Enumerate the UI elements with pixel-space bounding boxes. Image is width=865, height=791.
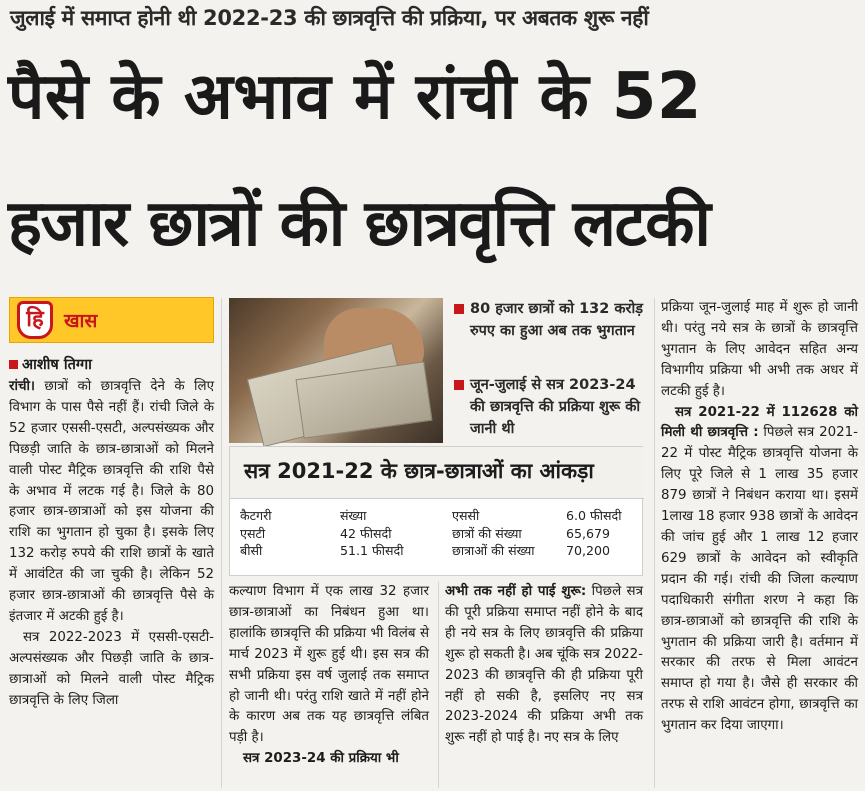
data-row-label: एसटी xyxy=(240,525,266,541)
author-name: आशीष तिग्गा xyxy=(22,357,92,373)
bullet-square-icon xyxy=(9,360,18,369)
data-row-value: 6.0 फीसदी xyxy=(566,508,622,523)
article-column-2 xyxy=(229,582,429,770)
column-4-paragraph-1: प्रक्रिया जून-जुलाई माह में शुरू हो जानी थी। परंतु नये सत्र के छात्रों के छात्रवृत्ति भुगतान के लिए आवेदन सहित अन्य विभागीय प्रक्रिया भी अभी तक अधर में लटकी हुई है। xyxy=(661,300,858,399)
article-column-1 xyxy=(9,377,214,712)
column-divider xyxy=(654,298,655,788)
highlight-1: 80 हजार छात्रों को 132 करोड़ रुपए का हुआ अब तक भुगतान xyxy=(470,298,645,342)
article-column-4 xyxy=(661,298,858,737)
section-label: खास xyxy=(64,310,98,332)
column-2-paragraph-1: कल्याण विभाग में एक लाख 32 हजार छात्र-छात्राओं का निबंधन हुआ था। हालांकि छात्रवृत्ति की प्रक्रिया भी विलंब से मार्च 2023 में शुरू हुई थी। इस सत्र की सभी प्रक्रिया इस वर्ष जुलाई तक समाप्त हो जानी थी। परंतु राशि खाते में नहीं होने के कारण अब तक यह छात्रवृत्ति लंबित पड़ी है। xyxy=(229,584,429,746)
data-box xyxy=(229,446,643,576)
data-box-title: सत्र 2021-22 के छात्र-छात्राओं का आंकड़ा xyxy=(230,447,644,499)
data-row-label: एससी xyxy=(452,508,480,523)
hindustan-logo-icon: हि xyxy=(17,301,53,339)
data-row-label: छात्राओं की संख्या xyxy=(452,543,535,558)
data-row-value: 51.1 फीसदी xyxy=(340,543,404,558)
data-header-category: कैटगरी xyxy=(240,508,272,523)
column-divider xyxy=(221,298,222,788)
headline-line-1: पैसे के अभाव में रांची के 52 xyxy=(8,60,702,134)
headline-line-2: हजार छात्रों की छात्रवृत्ति लटकी xyxy=(8,187,710,261)
section-tag xyxy=(9,297,214,343)
byline xyxy=(9,354,92,374)
data-table-right-values xyxy=(566,507,621,560)
data-table-left-labels xyxy=(240,507,272,560)
data-row-value: 70,200 xyxy=(566,543,611,558)
kicker-line: जुलाई में समाप्त होनी थी 2022-23 की छात्रवृत्ति की प्रक्रिया, पर अबतक शुरू नहीं xyxy=(10,6,649,30)
column-4-paragraph-2: पिछले सत्र 2021-22 में पोस्ट मैट्रिक छात्रवृत्ति योजना के लिए पूरे जिले से 1 लाख 35 हजार 879 छात्रों ने निबंधन कराया था। इसमें 1लाख 18 हजार 938 छात्रों के आवेदन की जांच हुई और 1 लाख 12 हजार 629 छात्रों के आवेदन को स्वीकृति प्रदान की गई। रांची की जिला कल्याण पदाधिकारी संगीता शरण ने कहा कि छात्र-छात्राओं को छात्रवृत्ति की राशि के भुगतान की प्रक्रिया जारी है। वर्तमान में सरकार की तरफ से मिला आवंटन समाप्त हो गया है। जैसे ही सरकार की तरफ से राशि आवंटन होगा, छात्रवृत्ति का भुगतान कर दिया जाएगा। xyxy=(661,425,858,734)
subhead-not-started: अभी तक नहीं हो पाई शुरू: xyxy=(445,584,587,599)
data-header-count: संख्या xyxy=(340,508,367,523)
column-3-paragraph-1: पिछले सत्र की पूरी प्रक्रिया समाप्त नहीं होने के बाद ही नये सत्र के लिए छात्रवृत्ति की प्रक्रिया शुरू हो सकती है। अब चूंकि सत्र 2022-2023 की छात्रवृत्ति की ही प्रक्रिया पूरी नहीं हो सकी है, इसलिए नए सत्र 2023-2024 की प्रक्रिया अभी तक शुरू नहीं हो पाई है। नए सत्र के लिए xyxy=(445,584,643,746)
data-table-right-labels xyxy=(452,507,535,560)
subhead-session-2021-22: सत्र 2021-22 में 112628 को मिली थी छात्रवृत्ति : xyxy=(661,404,858,441)
dateline: रांची। xyxy=(9,379,35,394)
data-row-label: छात्रों की संख्या xyxy=(452,525,522,541)
column-1-paragraph-1: छात्रों को छात्रवृत्ति देने के लिए विभाग के पास पैसे नहीं हैं। रांची जिले के 52 हजार एससी-एसटी, अल्पसंख्यक और पिछड़ी जाति के छात्र-छात्राओं को मिलने वाली पोस्ट मैट्रिक छात्रवृत्ति की राशि पैसे के अभाव में लटक गई है। जिले के 80 हजार छात्र-छात्राओं को इस योजना की राशि का भुगतान हो चुका है। इसके लिए 132 करोड़ रुपये की राशि छात्रों के खाते में आवंटित की जा चुकी है। लेकिन 52 हजार छात्र-छात्राओं की छात्रवृत्ति पैसे के इंतजार में अटकी हुई है। xyxy=(9,379,214,624)
highlight-2: जून-जुलाई से सत्र 2023-24 की छात्रवृत्ति की प्रक्रिया शुरू की जानी थी xyxy=(470,374,645,440)
data-row-label: बीसी xyxy=(240,543,263,558)
column-1-paragraph-2: सत्र 2022-2023 में एससी-एसटी-अल्पसंख्यक और पिछड़ी जाति के छात्र-छात्राओं को मिलने वाली पोस्ट मैट्रिक छात्रवृत्ति के लिए जिला xyxy=(9,629,214,708)
currency-notes-photo xyxy=(229,298,443,443)
subhead-session-2023-24: सत्र 2023-24 की प्रक्रिया भी xyxy=(243,751,399,767)
bullet-square-icon xyxy=(454,380,464,390)
data-row-value: 42 फीसदी xyxy=(340,525,392,541)
data-row-value: 65,679 xyxy=(566,525,611,541)
column-divider xyxy=(438,582,439,788)
data-table-left-values xyxy=(340,507,403,560)
bullet-square-icon xyxy=(454,304,464,314)
article-column-3 xyxy=(445,582,643,749)
